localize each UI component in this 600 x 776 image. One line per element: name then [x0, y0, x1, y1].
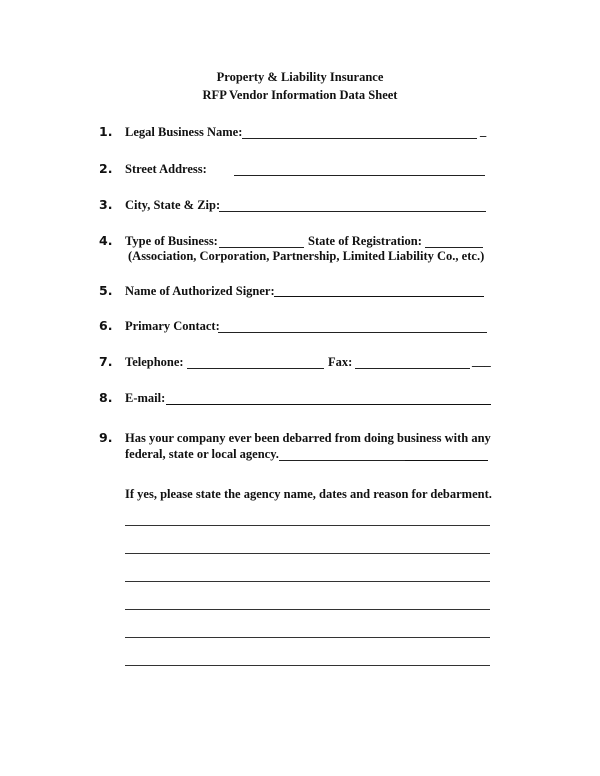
- primary-contact-field[interactable]: [218, 318, 487, 333]
- item-number-9: 9.: [99, 430, 113, 445]
- item-number-4: 4.: [99, 233, 113, 248]
- legal-business-name-trailing: _: [480, 124, 487, 138]
- debarment-answer-line[interactable]: [125, 637, 490, 638]
- telephone-label: Telephone:: [125, 355, 184, 369]
- item-number-5: 5.: [99, 283, 113, 298]
- type-of-business-field[interactable]: [219, 233, 304, 248]
- fax-label: Fax:: [328, 355, 353, 369]
- email-field[interactable]: [166, 390, 491, 405]
- primary-contact-label: Primary Contact:: [125, 319, 220, 333]
- form-subtitle: RFP Vendor Information Data Sheet: [202, 88, 398, 102]
- debarment-answer-field-end[interactable]: [405, 446, 488, 461]
- debarment-question-line2: federal, state or local agency.: [125, 447, 279, 461]
- authorized-signer-field[interactable]: [274, 282, 484, 297]
- email-label: E-mail:: [125, 391, 166, 405]
- type-of-business-label: Type of Business:: [125, 234, 218, 248]
- debarment-answer-line[interactable]: [125, 581, 490, 582]
- street-address-label: Street Address:: [125, 162, 207, 176]
- item-number-3: 3.: [99, 197, 113, 212]
- form-title: Property & Liability Insurance: [216, 70, 384, 84]
- debarment-followup-question: If yes, please state the agency name, dates and reason for debarment.: [125, 487, 492, 501]
- street-address-field[interactable]: [234, 161, 485, 176]
- fax-trailing: ___: [472, 354, 491, 368]
- debarment-answer-line[interactable]: [125, 525, 490, 526]
- legal-business-name-field[interactable]: [242, 124, 477, 139]
- fax-field[interactable]: [355, 354, 470, 369]
- item-number-8: 8.: [99, 390, 113, 405]
- state-of-registration-label: State of Registration:: [308, 234, 422, 248]
- authorized-signer-label: Name of Authorized Signer:: [125, 284, 275, 298]
- debarment-answer-line[interactable]: [125, 609, 490, 610]
- item-number-6: 6.: [99, 318, 113, 333]
- telephone-field[interactable]: [187, 354, 324, 369]
- item-number-1: 1.: [99, 124, 113, 139]
- legal-business-name-label: Legal Business Name:: [125, 125, 243, 139]
- item-number-7: 7.: [99, 354, 113, 369]
- city-state-zip-label: City, State & Zip:: [125, 198, 221, 212]
- city-state-zip-field[interactable]: [219, 197, 486, 212]
- item-number-2: 2.: [99, 161, 113, 176]
- debarment-answer-line[interactable]: [125, 553, 490, 554]
- debarment-question-line1: Has your company ever been debarred from doing business with any: [125, 431, 491, 445]
- state-of-registration-field[interactable]: [425, 233, 483, 248]
- debarment-answer-line[interactable]: [125, 665, 490, 666]
- debarment-answer-field[interactable]: [279, 446, 405, 461]
- business-type-note: (Association, Corporation, Partnership, Limited Liability Co., etc.): [128, 249, 485, 263]
